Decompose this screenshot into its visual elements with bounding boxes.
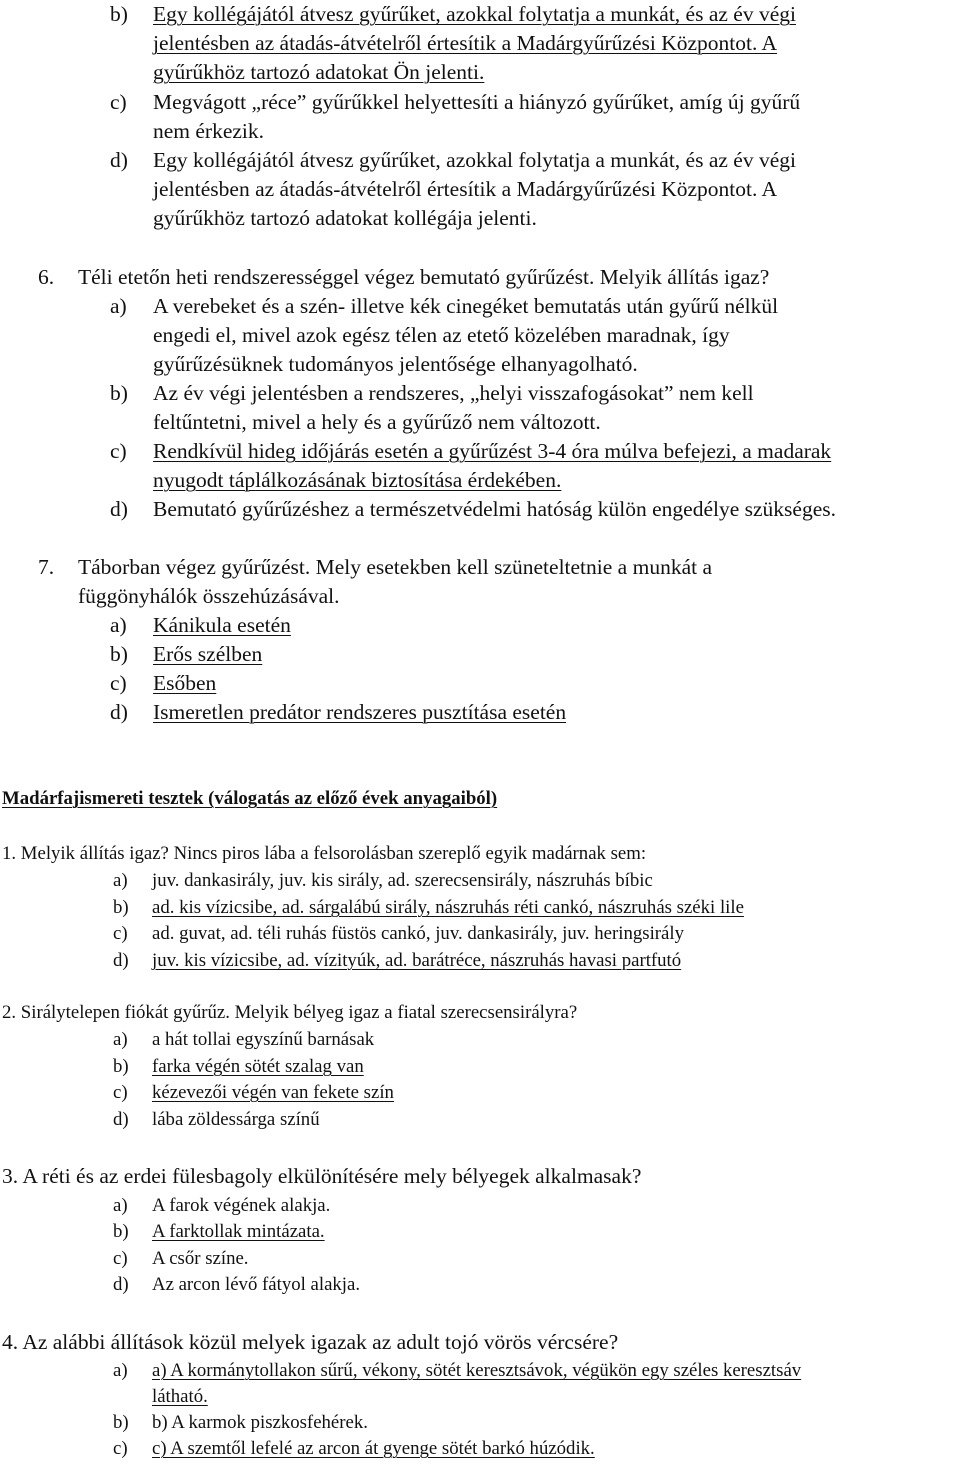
answer-text-line: A verebeket és a szén- illetve kék cinegéket bemutatás után gyűrű nélkül bbox=[153, 294, 779, 318]
answer-text: a hát tollai egyszínű barnásak bbox=[152, 1029, 375, 1050]
answer-text: juv. dankasirály, juv. kis sirály, ad. szerecsensirály, nászruhás bíbic bbox=[152, 870, 653, 891]
option-letter: a) bbox=[110, 613, 127, 637]
question-text: Táborban végez gyűrűzést. Mely esetekben kell szüneteltetnie a munkát a bbox=[78, 555, 712, 579]
question-text: függönyhálók összehúzásával. bbox=[78, 584, 340, 608]
answer-text-line: engedi el, mivel azok egész télen az etető közelében maradnak, így bbox=[153, 323, 730, 347]
answer-text: juv. kis vízicsibe, ad. vízityúk, ad. barátréce, nászruhás havasi partfutó bbox=[152, 950, 682, 971]
answer-text-line: nem érkezik. bbox=[153, 119, 265, 143]
answer-text-line: gyűrűkhöz tartozó adatokat Ön jelenti. bbox=[153, 60, 485, 84]
answer-text: ad. kis vízicsibe, ad. sárgalábú sirály, nászruhás réti cankó, nászruhás széki lile bbox=[152, 897, 744, 918]
answer-text-line: Egy kollégájától átvesz gyűrűket, azokkal folytatja a munkát, és az év végi bbox=[153, 148, 796, 172]
answer-text: Esőben bbox=[153, 671, 217, 695]
option-letter: a) bbox=[113, 870, 128, 891]
answer-text: Az arcon lévő fátyol alakja. bbox=[152, 1274, 361, 1295]
answer-text-line: Rendkívül hideg időjárás esetén a gyűrűzést 3-4 óra múlva befejezi, a madarak bbox=[153, 439, 832, 463]
answer-text: Kánikula esetén bbox=[153, 613, 291, 637]
answer-text-line: Megvágott „réce” gyűrűkkel helyettesíti a hiányzó gyűrűket, amíg új gyűrű bbox=[153, 90, 801, 114]
option-letter: a) bbox=[110, 294, 127, 318]
answer-text-line: gyűrűzésüknek tudományos jelentősége elhanyagolható. bbox=[153, 352, 638, 376]
question-text: Téli etetőn heti rendszerességgel végez bemutató gyűrűzést. Melyik állítás igaz? bbox=[78, 265, 770, 289]
answer-text: b) A karmok piszkosfehérek. bbox=[152, 1412, 368, 1433]
answer-text: ad. guvat, ad. téli ruhás füstös cankó, juv. dankasirály, juv. heringsirály bbox=[152, 923, 684, 944]
option-letter: c) bbox=[110, 671, 127, 695]
option-letter: d) bbox=[113, 1109, 129, 1130]
question-number: 7. bbox=[38, 555, 55, 579]
option-letter: a) bbox=[113, 1195, 128, 1216]
option-letter: c) bbox=[110, 439, 127, 463]
option-letter: b) bbox=[110, 2, 128, 26]
answer-text-line: Az év végi jelentésben a rendszeres, „helyi visszafogásokat” nem kell bbox=[153, 381, 754, 405]
option-letter: b) bbox=[110, 381, 128, 405]
question-number: 6. bbox=[38, 265, 55, 289]
answer-text: c) A szemtől lefelé az arcon át gyenge sötét barkó húzódik. bbox=[152, 1438, 595, 1459]
answer-text: farka végén sötét szalag van bbox=[152, 1056, 364, 1077]
section-title: Madárfajismereti tesztek (válogatás az előző évek anyagaiból) bbox=[2, 788, 498, 809]
option-letter: b) bbox=[110, 642, 128, 666]
option-letter: d) bbox=[110, 497, 128, 521]
option-letter: c) bbox=[113, 1248, 128, 1269]
question-text: 3. A réti és az erdei fülesbagoly elkülönítésére mely bélyegek alkalmasak? bbox=[2, 1164, 642, 1188]
question-text: 4. Az alábbi állítások közül melyek igazak az adult tojó vörös vércsére? bbox=[2, 1330, 619, 1354]
answer-text: kézevezői végén van fekete szín bbox=[152, 1082, 394, 1103]
answer-text-line: jelentésben az átadás-átvételről értesítik a Madárgyűrűzési Központot. A bbox=[153, 31, 778, 55]
question-text: 1. Melyik állítás igaz? Nincs piros lába a felsorolásban szereplő egyik madárnak sem: bbox=[2, 843, 647, 864]
option-letter: c) bbox=[113, 923, 128, 944]
option-letter: a) bbox=[113, 1360, 128, 1381]
answer-text-line: gyűrűkhöz tartozó adatokat kollégája jelenti. bbox=[153, 206, 537, 230]
option-letter: a) bbox=[113, 1029, 128, 1050]
option-letter: b) bbox=[113, 1056, 129, 1077]
answer-text: A farktollak mintázata. bbox=[152, 1221, 325, 1242]
answer-text-line: Egy kollégájától átvesz gyűrűket, azokkal folytatja a munkát, és az év végi bbox=[153, 2, 796, 26]
answer-text-line: látható. bbox=[152, 1386, 208, 1407]
option-letter: b) bbox=[113, 897, 129, 918]
option-letter: c) bbox=[110, 90, 127, 114]
option-letter: c) bbox=[113, 1438, 128, 1459]
answer-text-line: feltűntetni, mivel a hely és a gyűrűző nem változott. bbox=[153, 410, 601, 434]
answer-text: A csőr színe. bbox=[152, 1248, 249, 1269]
answer-text-line: nyugodt táplálkozásának biztosítása érdekében. bbox=[153, 468, 562, 492]
option-letter: c) bbox=[113, 1082, 128, 1103]
question-text: 2. Sirálytelepen fiókát gyűrűz. Melyik bélyeg igaz a fiatal szerecsensirályra? bbox=[2, 1002, 578, 1023]
answer-text: A farok végének alakja. bbox=[152, 1195, 331, 1216]
answer-text-line: Bemutató gyűrűzéshez a természetvédelmi hatóság külön engedélye szükséges. bbox=[153, 497, 836, 521]
answer-text-line: jelentésben az átadás-átvételről értesítik a Madárgyűrűzési Központot. A bbox=[153, 177, 778, 201]
option-letter: b) bbox=[113, 1412, 129, 1433]
answer-text-line: a) A kormánytollakon sűrű, vékony, sötét keresztsávok, végükön egy széles keresztsáv bbox=[152, 1360, 802, 1381]
answer-text: Ismeretlen predátor rendszeres pusztítása esetén bbox=[153, 700, 567, 724]
option-letter: d) bbox=[113, 950, 129, 971]
answer-text: lába zöldessárga színű bbox=[152, 1109, 320, 1130]
option-letter: d) bbox=[113, 1274, 129, 1295]
answer-text: Erős szélben bbox=[153, 642, 263, 666]
option-letter: d) bbox=[110, 148, 128, 172]
option-letter: b) bbox=[113, 1221, 129, 1242]
option-letter: d) bbox=[110, 700, 128, 724]
